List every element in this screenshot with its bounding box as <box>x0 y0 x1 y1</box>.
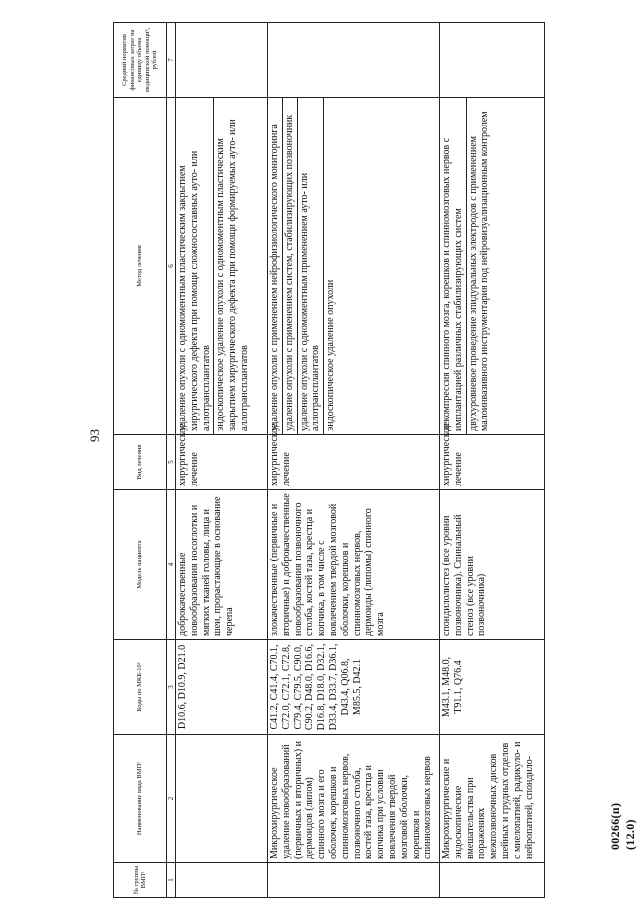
patient-model-cell: злокачественные (первичные и вторичные) и доброкачественные новообразования позвоночного столба, костей таза, крестца и копчика, в том числе с вовлечением твердой мозговой оболочки, корешков и спинномозговых нервов, дермоиды (липомы) спинного мозга <box>268 490 440 640</box>
group-number-cell <box>176 863 268 898</box>
column-number-row <box>167 23 176 898</box>
vmp-name-cell: Микрохирургические и эндоскопические вмешательства при поражениях межпозвоночных дисков шейных и грудных отделов с миелопатией, радикуло- и нейропатией, спондило- <box>440 735 545 863</box>
table-row <box>268 23 440 898</box>
cost-cell <box>268 23 440 98</box>
header-cost-standard: Средний норматив финансовых затрат на единицу объема медицинской помощи³, рублей <box>114 23 167 98</box>
header-row <box>114 23 167 898</box>
table-row <box>440 23 545 898</box>
method-item: удаление опухоли с одномоментным пластическим закрытием хирургического дефекта при помощи сложносоставных ауто- или аллотрансплантатов <box>177 150 212 431</box>
icd-codes-cell: C41.2, C41.4, C70.1, C72.0, C72.1, C72.8, C79.4, C79.5, C90.0, C90.2, D48.0, D16.6, D16.8, D18.0, D32.1, D33.4, D33.7, D36.1, D43.4, Q06.8, M85.5, D42.1 <box>268 640 440 735</box>
treatment-method-cell <box>176 98 268 435</box>
header-group-number: № группы ВМП¹ <box>114 863 167 898</box>
column-number: 3 <box>167 640 176 735</box>
treatment-method-cell <box>440 98 545 435</box>
treatment-table <box>113 22 545 898</box>
icd-codes-cell: D10.6, D10.9, D21.0 <box>176 640 268 735</box>
column-number: 4 <box>167 490 176 640</box>
method-item: удаление опухоли с одномоментным применением ауто- или аллотрансплантатов <box>297 98 323 434</box>
method-item: декомпрессия спинного мозга, корешков и спинномозговых нервов с имплантацией различных стабилизирующих систем <box>441 137 464 431</box>
page-number: 93 <box>87 429 102 442</box>
vmp-name-cell <box>176 735 268 863</box>
header-icd-codes: Коды по МКБ-10² <box>114 640 167 735</box>
header-treatment-method: Метод лечения <box>114 98 167 435</box>
column-number: 7 <box>167 23 176 98</box>
vmp-name-cell: Микрохирургическое удаление новообразований (первичных и вторичных) и дермоидов (липом) спинного мозга и его оболочек, корешков и спинномозговых нервов, позвоночного столба, костей таза, крестца и копчика при условии вовлечения твердой мозговой оболочки, корешков и спинномозговых нервов <box>268 735 440 863</box>
table-row <box>176 23 268 898</box>
column-number: 2 <box>167 735 176 863</box>
header-treatment-type: Вид лечения <box>114 435 167 490</box>
method-item: удаление опухоли с применением нейрофизиологического мониторинга <box>269 124 280 431</box>
patient-model-cell: доброкачественные новообразования носоглотки и мягких тканей головы, лица и шеи, прорастающие в основание черепа <box>176 490 268 640</box>
method-item: двухуровневое проведение эпидуральных электродов с применением малоинвазивного инструментария под нейровизуализационным контролем <box>466 98 492 434</box>
cost-cell <box>440 23 545 98</box>
group-number-cell <box>440 863 545 898</box>
cost-cell <box>176 23 268 98</box>
treatment-type-cell: хирургическое лечение <box>268 435 440 490</box>
icd-codes-cell: M43.1, M48.0, T91.1, Q76.4 <box>440 640 545 735</box>
column-number: 1 <box>167 863 176 898</box>
treatment-type-cell: хирургическое лечение <box>440 435 545 490</box>
treatment-method-cell <box>268 98 440 435</box>
document-code: 00266(п)(12.0) <box>608 802 637 850</box>
column-number: 6 <box>167 98 176 435</box>
rotated-table-block <box>113 23 563 898</box>
method-item: эндоскопическое удаление опухоли <box>323 98 337 434</box>
patient-model-cell: спондилолистез (все уровни позвоночника). Спинальный стеноз (все уровни позвоночника) <box>440 490 545 640</box>
header-patient-model: Модель пациента <box>114 490 167 640</box>
header-vmp-name: Наименование вида ВМП¹ <box>114 735 167 863</box>
column-number: 5 <box>167 435 176 490</box>
method-item: эндоскопическое удаление опухоли с одномоментным пластическим закрытием хирургического дефекта при помощи формируемых ауто- или аллотрансплантатов <box>213 98 250 434</box>
group-number-cell <box>268 863 440 898</box>
treatment-type-cell: хирургическое лечение <box>176 435 268 490</box>
method-item: удаление опухоли с применением систем, стабилизирующих позвоночник <box>282 98 296 434</box>
